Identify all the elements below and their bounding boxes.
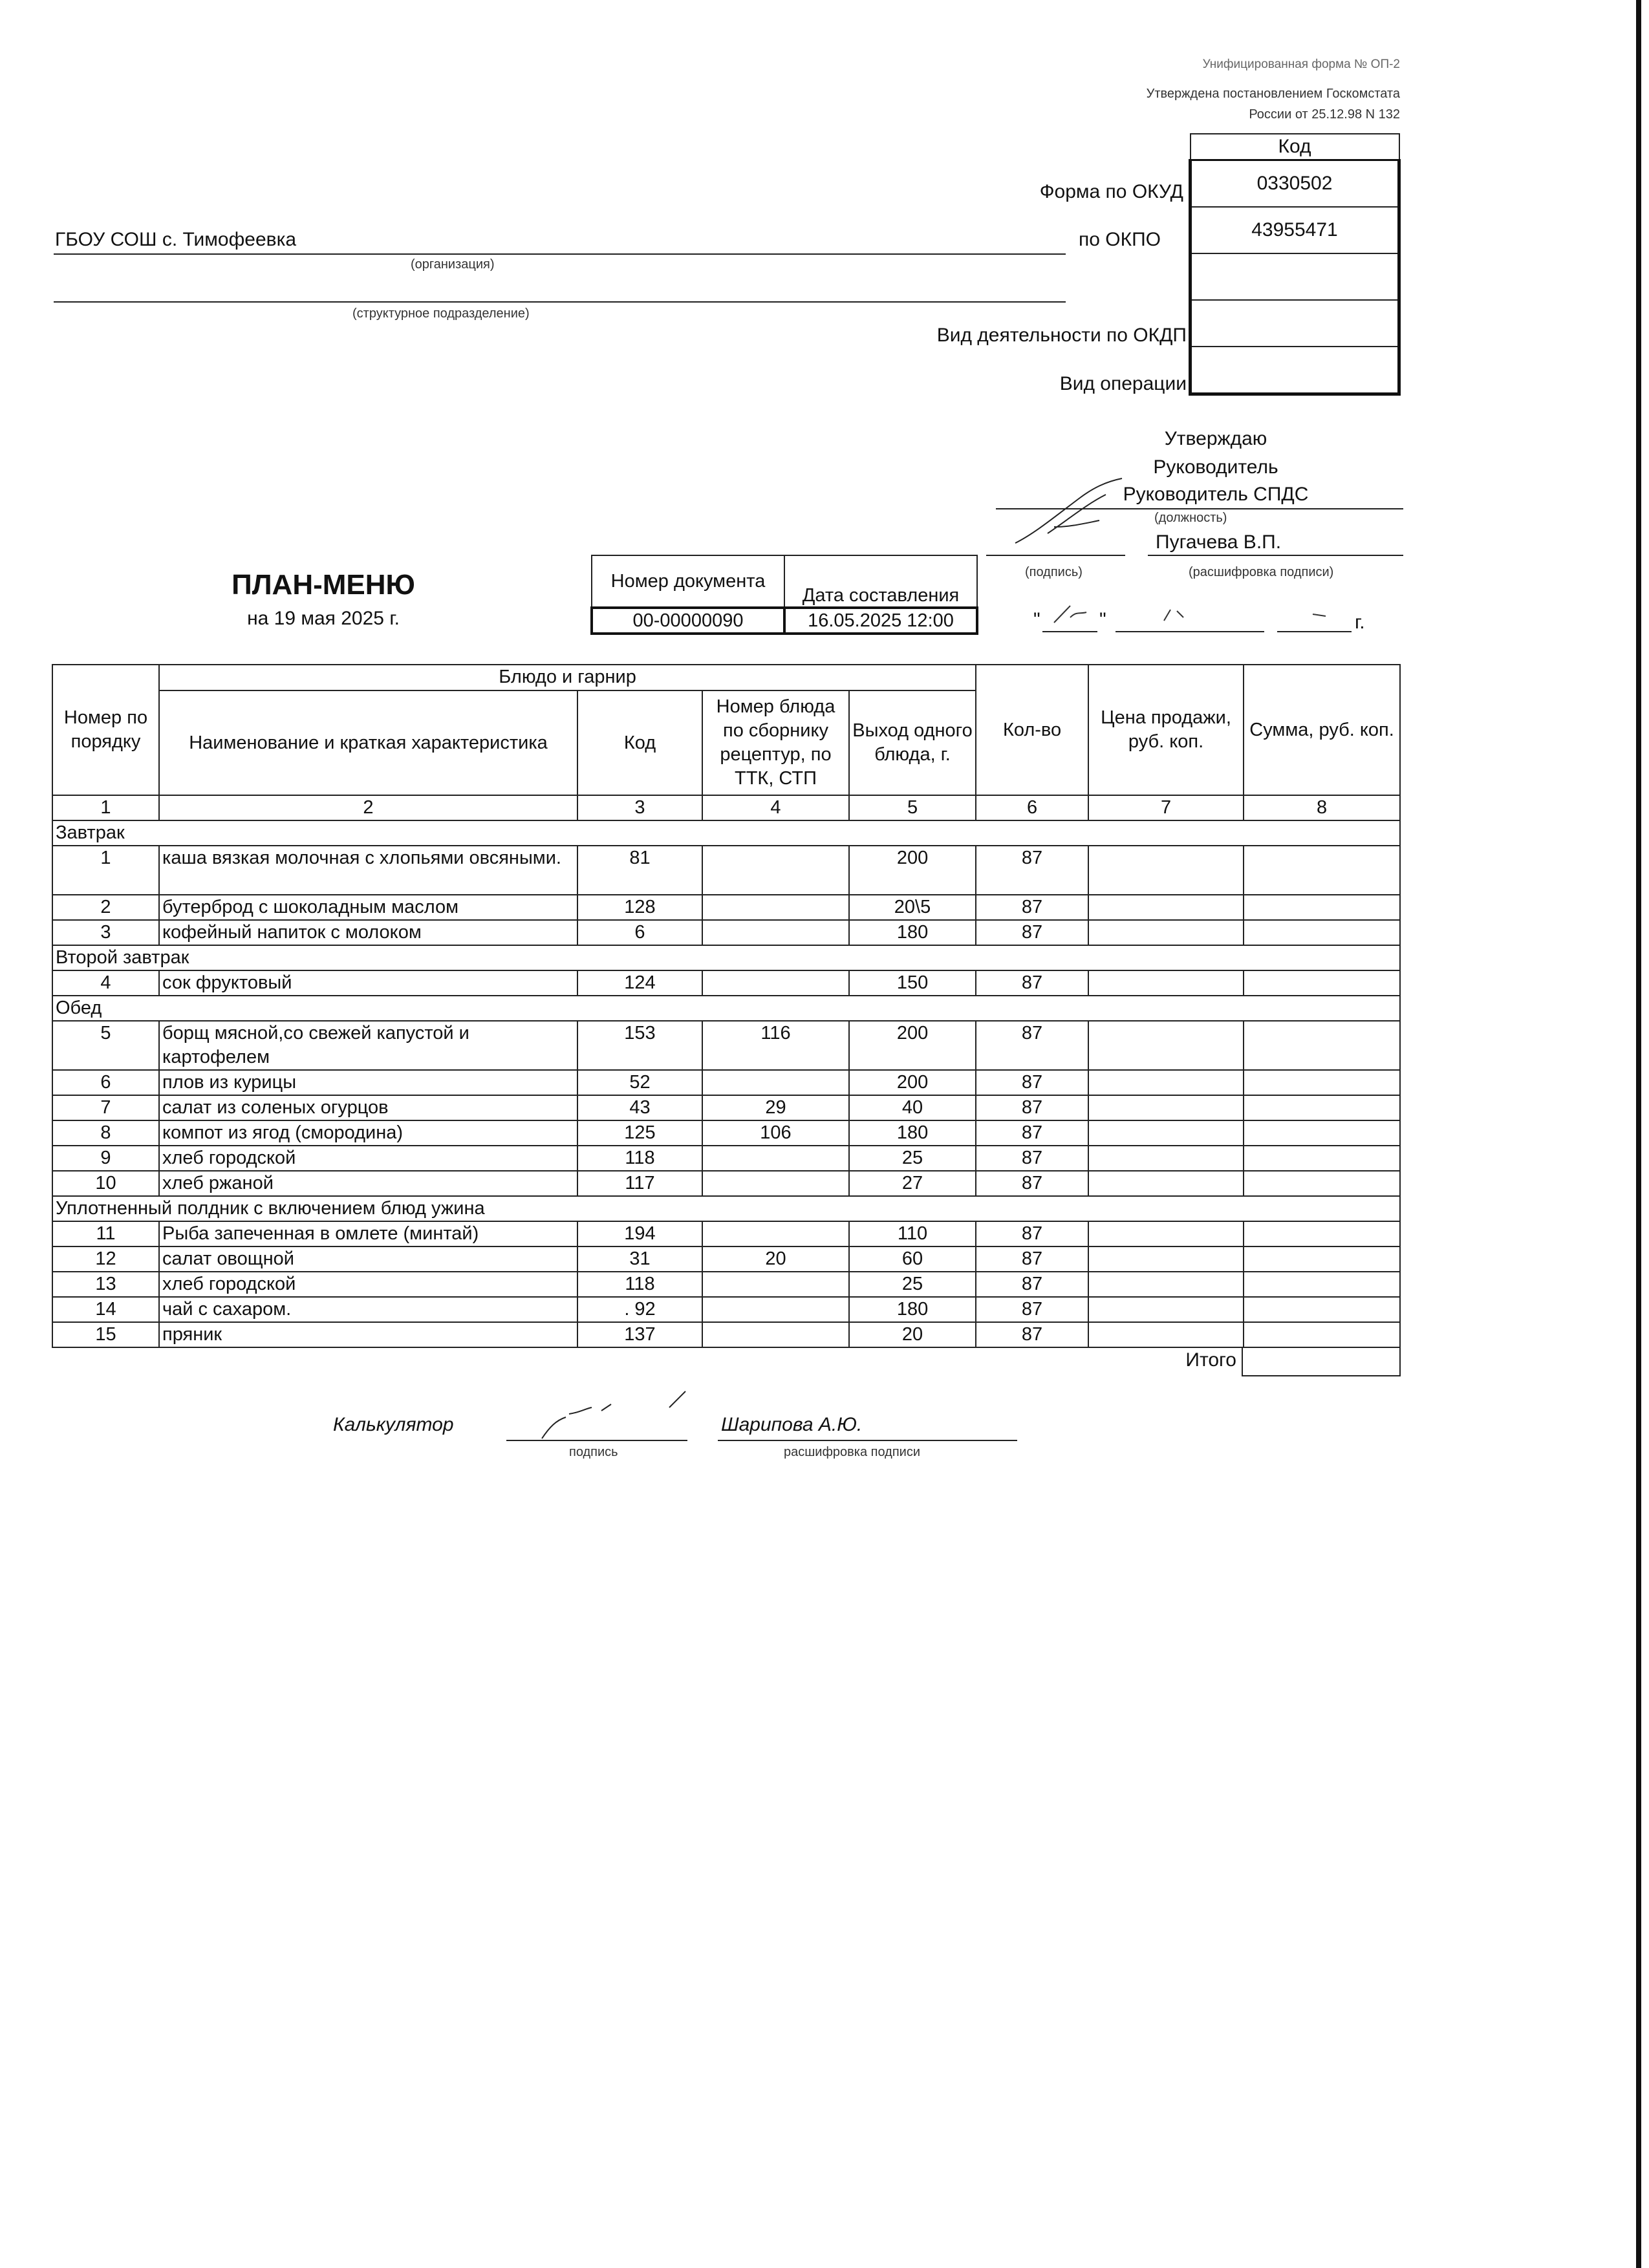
codes-box <box>1189 133 1401 396</box>
dish-yield: 200 <box>849 1070 976 1095</box>
okpo-label: по ОКПО <box>1079 229 1161 250</box>
document-date-line: на 19 мая 2025 г. <box>247 608 400 629</box>
dish-price <box>1088 1297 1244 1322</box>
section-row <box>52 1196 1400 1221</box>
table-row <box>52 970 1400 996</box>
table-row <box>52 1070 1400 1095</box>
row-number: 12 <box>52 1246 159 1272</box>
dish-yield: 25 <box>849 1272 976 1297</box>
approver-signature <box>1009 472 1151 550</box>
row-number: 11 <box>52 1221 159 1246</box>
dish-yield: 27 <box>849 1171 976 1196</box>
dish-price <box>1088 1272 1244 1297</box>
dish-sum <box>1244 1095 1400 1120</box>
header-recipe: Номер блюда по сборнику рецептур, по ТТК, СТП <box>702 690 849 795</box>
dish-price <box>1088 1146 1244 1171</box>
row-number: 15 <box>52 1322 159 1347</box>
dish-code: 128 <box>577 895 702 920</box>
dish-price <box>1088 1021 1244 1070</box>
dish-qty: 87 <box>976 1120 1088 1146</box>
dish-code: 52 <box>577 1070 702 1095</box>
okpo-value: 43955471 <box>1191 207 1399 253</box>
dish-price <box>1088 1171 1244 1196</box>
approve-label: Утверждаю <box>1164 428 1267 449</box>
form-header-line1: Унифицированная форма № ОП-2 <box>1202 58 1400 71</box>
dish-yield: 200 <box>849 1021 976 1070</box>
recipe-number <box>702 920 849 945</box>
row-number: 3 <box>52 920 159 945</box>
recipe-number <box>702 895 849 920</box>
dish-code: 124 <box>577 970 702 996</box>
recipe-number: 20 <box>702 1246 849 1272</box>
column-number: 2 <box>159 795 577 820</box>
recipe-number <box>702 1297 849 1322</box>
codes-header: Код <box>1191 134 1399 160</box>
section-row <box>52 820 1400 846</box>
dish-price <box>1088 1322 1244 1347</box>
dish-sum <box>1244 846 1400 895</box>
dish-yield: 20 <box>849 1322 976 1347</box>
recipe-number <box>702 1322 849 1347</box>
dish-price <box>1088 846 1244 895</box>
recipe-number <box>702 846 849 895</box>
position-caption: (должность) <box>1154 511 1227 525</box>
dish-qty: 87 <box>976 1246 1088 1272</box>
dish-sum <box>1244 920 1400 945</box>
dish-code: 153 <box>577 1021 702 1070</box>
header-sum: Сумма, руб. коп. <box>1244 665 1400 795</box>
dish-price <box>1088 1070 1244 1095</box>
row-number: 8 <box>52 1120 159 1146</box>
section-title: Обед <box>52 996 1400 1021</box>
dish-sum <box>1244 1272 1400 1297</box>
document-date: 16.05.2025 12:00 <box>784 608 977 634</box>
recipe-number: 116 <box>702 1021 849 1070</box>
calculator-name-line <box>718 1440 1017 1441</box>
table-row <box>52 1095 1400 1120</box>
okud-label: Форма по ОКУД <box>1039 181 1183 202</box>
dish-code: 117 <box>577 1171 702 1196</box>
dish-yield: 180 <box>849 920 976 945</box>
header-name: Наименование и краткая характеристика <box>159 690 577 795</box>
calculator-signature <box>530 1388 711 1443</box>
column-number: 5 <box>849 795 976 820</box>
row-number: 13 <box>52 1272 159 1297</box>
dish-name: хлеб ржаной <box>159 1171 577 1196</box>
dish-sum <box>1244 970 1400 996</box>
dish-name: сок фруктовый <box>159 970 577 996</box>
year-suffix: г. <box>1355 612 1365 633</box>
table-row <box>52 1021 1400 1070</box>
header-group: Блюдо и гарнир <box>159 665 976 690</box>
dish-sum <box>1244 1221 1400 1246</box>
dish-price <box>1088 1221 1244 1246</box>
header-code: Код <box>577 690 702 795</box>
dish-name: пряник <box>159 1322 577 1347</box>
okdp-label: Вид деятельности по ОКДП <box>936 325 1187 346</box>
dish-sum <box>1244 1146 1400 1171</box>
date-year-line <box>1277 631 1352 632</box>
row-number: 14 <box>52 1297 159 1322</box>
dish-qty: 87 <box>976 970 1088 996</box>
header-yield: Выход одного блюда, г. <box>849 690 976 795</box>
row-number: 5 <box>52 1021 159 1070</box>
dish-name: хлеб городской <box>159 1146 577 1171</box>
organization-line <box>54 253 1066 255</box>
date-day-line <box>1042 631 1097 632</box>
dish-sum <box>1244 1070 1400 1095</box>
column-number: 6 <box>976 795 1088 820</box>
row-number: 6 <box>52 1070 159 1095</box>
dish-sum <box>1244 1297 1400 1322</box>
date-close-quote: " <box>1099 609 1106 630</box>
decode-caption: (расшифровка подписи) <box>1189 565 1334 579</box>
recipe-number <box>702 1272 849 1297</box>
dish-qty: 87 <box>976 1272 1088 1297</box>
table-row <box>52 920 1400 945</box>
row-number: 7 <box>52 1095 159 1120</box>
table-row <box>52 895 1400 920</box>
dish-price <box>1088 920 1244 945</box>
recipe-number <box>702 1146 849 1171</box>
row-number: 1 <box>52 846 159 895</box>
division-line <box>54 301 1066 303</box>
recipe-number <box>702 970 849 996</box>
dish-price <box>1088 895 1244 920</box>
dish-yield: 20\5 <box>849 895 976 920</box>
dish-code: 118 <box>577 1272 702 1297</box>
dish-yield: 110 <box>849 1221 976 1246</box>
footer-decode-caption: расшифровка подписи <box>784 1445 921 1459</box>
column-number: 8 <box>1244 795 1400 820</box>
dish-yield: 200 <box>849 846 976 895</box>
dish-name: компот из ягод (смородина) <box>159 1120 577 1146</box>
okud-value: 0330502 <box>1191 160 1399 208</box>
dish-qty: 87 <box>976 846 1088 895</box>
document-number: 00-00000090 <box>592 608 784 634</box>
table-row <box>52 1246 1400 1272</box>
division-code <box>1191 253 1399 300</box>
dish-sum <box>1244 1246 1400 1272</box>
row-number: 10 <box>52 1171 159 1196</box>
date-handwriting <box>1041 598 1364 630</box>
organization-caption: (организация) <box>411 257 495 272</box>
dish-price <box>1088 1246 1244 1272</box>
total-value <box>1242 1348 1401 1376</box>
date-month-line <box>1116 631 1264 632</box>
approval-title: Руководитель <box>1153 456 1278 478</box>
dish-yield: 60 <box>849 1246 976 1272</box>
section-row <box>52 996 1400 1021</box>
number-header: Номер документа <box>592 555 784 608</box>
okdp-value <box>1191 300 1399 347</box>
dish-price <box>1088 1120 1244 1146</box>
menu-table <box>52 664 1401 1348</box>
dish-code: 6 <box>577 920 702 945</box>
column-number: 3 <box>577 795 702 820</box>
header-price: Цена продажи, руб. коп. <box>1088 665 1244 795</box>
dish-sum <box>1244 1322 1400 1347</box>
dish-qty: 87 <box>976 1070 1088 1095</box>
footer-signature-caption: подпись <box>569 1445 618 1459</box>
dish-sum <box>1244 895 1400 920</box>
dish-qty: 87 <box>976 1322 1088 1347</box>
dish-qty: 87 <box>976 895 1088 920</box>
dish-name: каша вязкая молочная с хлопьями овсяными. <box>159 846 577 895</box>
recipe-number <box>702 1070 849 1095</box>
document-number-box <box>590 555 978 635</box>
column-number: 4 <box>702 795 849 820</box>
dish-sum <box>1244 1171 1400 1196</box>
dish-price <box>1088 1095 1244 1120</box>
dish-name: чай с сахаром. <box>159 1297 577 1322</box>
table-row <box>52 1146 1400 1171</box>
recipe-number: 106 <box>702 1120 849 1146</box>
header-qty: Кол-во <box>976 665 1088 795</box>
total-label: Итого <box>1185 1349 1236 1371</box>
table-row <box>52 1221 1400 1246</box>
organization-name: ГБОУ СОШ с. Тимофеевка <box>55 229 297 250</box>
calculator-name: Шарипова А.Ю. <box>721 1414 863 1435</box>
dish-yield: 25 <box>849 1146 976 1171</box>
dish-code: 81 <box>577 846 702 895</box>
dish-qty: 87 <box>976 1095 1088 1120</box>
dish-sum <box>1244 1120 1400 1146</box>
division-caption: (структурное подразделение) <box>352 306 530 321</box>
dish-name: хлеб городской <box>159 1272 577 1297</box>
section-title: Второй завтрак <box>52 945 1400 970</box>
row-number: 4 <box>52 970 159 996</box>
column-number: 1 <box>52 795 159 820</box>
operation-value <box>1191 347 1399 394</box>
dish-yield: 180 <box>849 1297 976 1322</box>
date-header: Дата составления <box>784 555 977 608</box>
approver-signature-line <box>986 555 1125 556</box>
recipe-number: 29 <box>702 1095 849 1120</box>
dish-code: 118 <box>577 1146 702 1171</box>
dish-qty: 87 <box>976 920 1088 945</box>
approval-position: Руководитель СПДС <box>1123 484 1309 505</box>
table-row <box>52 846 1400 895</box>
signature-caption: (подпись) <box>1025 565 1083 579</box>
dish-name: бутерброд с шоколадным маслом <box>159 895 577 920</box>
dish-code: 125 <box>577 1120 702 1146</box>
dish-yield: 150 <box>849 970 976 996</box>
row-number: 2 <box>52 895 159 920</box>
section-row <box>52 945 1400 970</box>
dish-qty: 87 <box>976 1021 1088 1070</box>
dish-code: . 92 <box>577 1297 702 1322</box>
dish-name: салат овощной <box>159 1246 577 1272</box>
dish-code: 43 <box>577 1095 702 1120</box>
footer <box>0 1407 1649 1472</box>
dish-name: кофейный напиток с молоком <box>159 920 577 945</box>
dish-yield: 180 <box>849 1120 976 1146</box>
dish-code: 137 <box>577 1322 702 1347</box>
scan-edge <box>1636 0 1641 2268</box>
header-num: Номер по порядку <box>52 665 159 795</box>
section-title: Уплотненный полдник с включением блюд ужина <box>52 1196 1400 1221</box>
total-row <box>1138 1348 1399 1376</box>
dish-sum <box>1244 1021 1400 1070</box>
document-title: ПЛАН-МЕНЮ <box>232 569 415 601</box>
dish-qty: 87 <box>976 1146 1088 1171</box>
approver-name: Пугачева В.П. <box>1156 531 1282 553</box>
dish-code: 31 <box>577 1246 702 1272</box>
table-row <box>52 1120 1400 1146</box>
form-header-line3: России от 25.12.98 N 132 <box>1249 107 1400 122</box>
calculator-label: Калькулятор <box>333 1414 454 1435</box>
recipe-number <box>702 1171 849 1196</box>
table-row <box>52 1171 1400 1196</box>
dish-qty: 87 <box>976 1171 1088 1196</box>
column-number: 7 <box>1088 795 1244 820</box>
dish-name: плов из курицы <box>159 1070 577 1095</box>
table-row <box>52 1297 1400 1322</box>
section-title: Завтрак <box>52 820 1400 846</box>
dish-qty: 87 <box>976 1221 1088 1246</box>
dish-price <box>1088 970 1244 996</box>
table-row <box>52 1322 1400 1347</box>
operation-label: Вид операции <box>1059 373 1187 394</box>
recipe-number <box>702 1221 849 1246</box>
dish-name: салат из соленых огурцов <box>159 1095 577 1120</box>
row-number: 9 <box>52 1146 159 1171</box>
dish-qty: 87 <box>976 1297 1088 1322</box>
dish-code: 194 <box>577 1221 702 1246</box>
dish-name: Рыба запеченная в омлете (минтай) <box>159 1221 577 1246</box>
table-row <box>52 1272 1400 1297</box>
dish-yield: 40 <box>849 1095 976 1120</box>
approver-name-line <box>1148 555 1403 556</box>
column-numbers-row <box>52 795 1400 820</box>
dish-name: борщ мясной,со свежей капустой и картофелем <box>159 1021 577 1070</box>
date-open-quote: " <box>1033 609 1040 630</box>
form-header-line2: Утверждена постановлением Госкомстата <box>1146 87 1400 101</box>
